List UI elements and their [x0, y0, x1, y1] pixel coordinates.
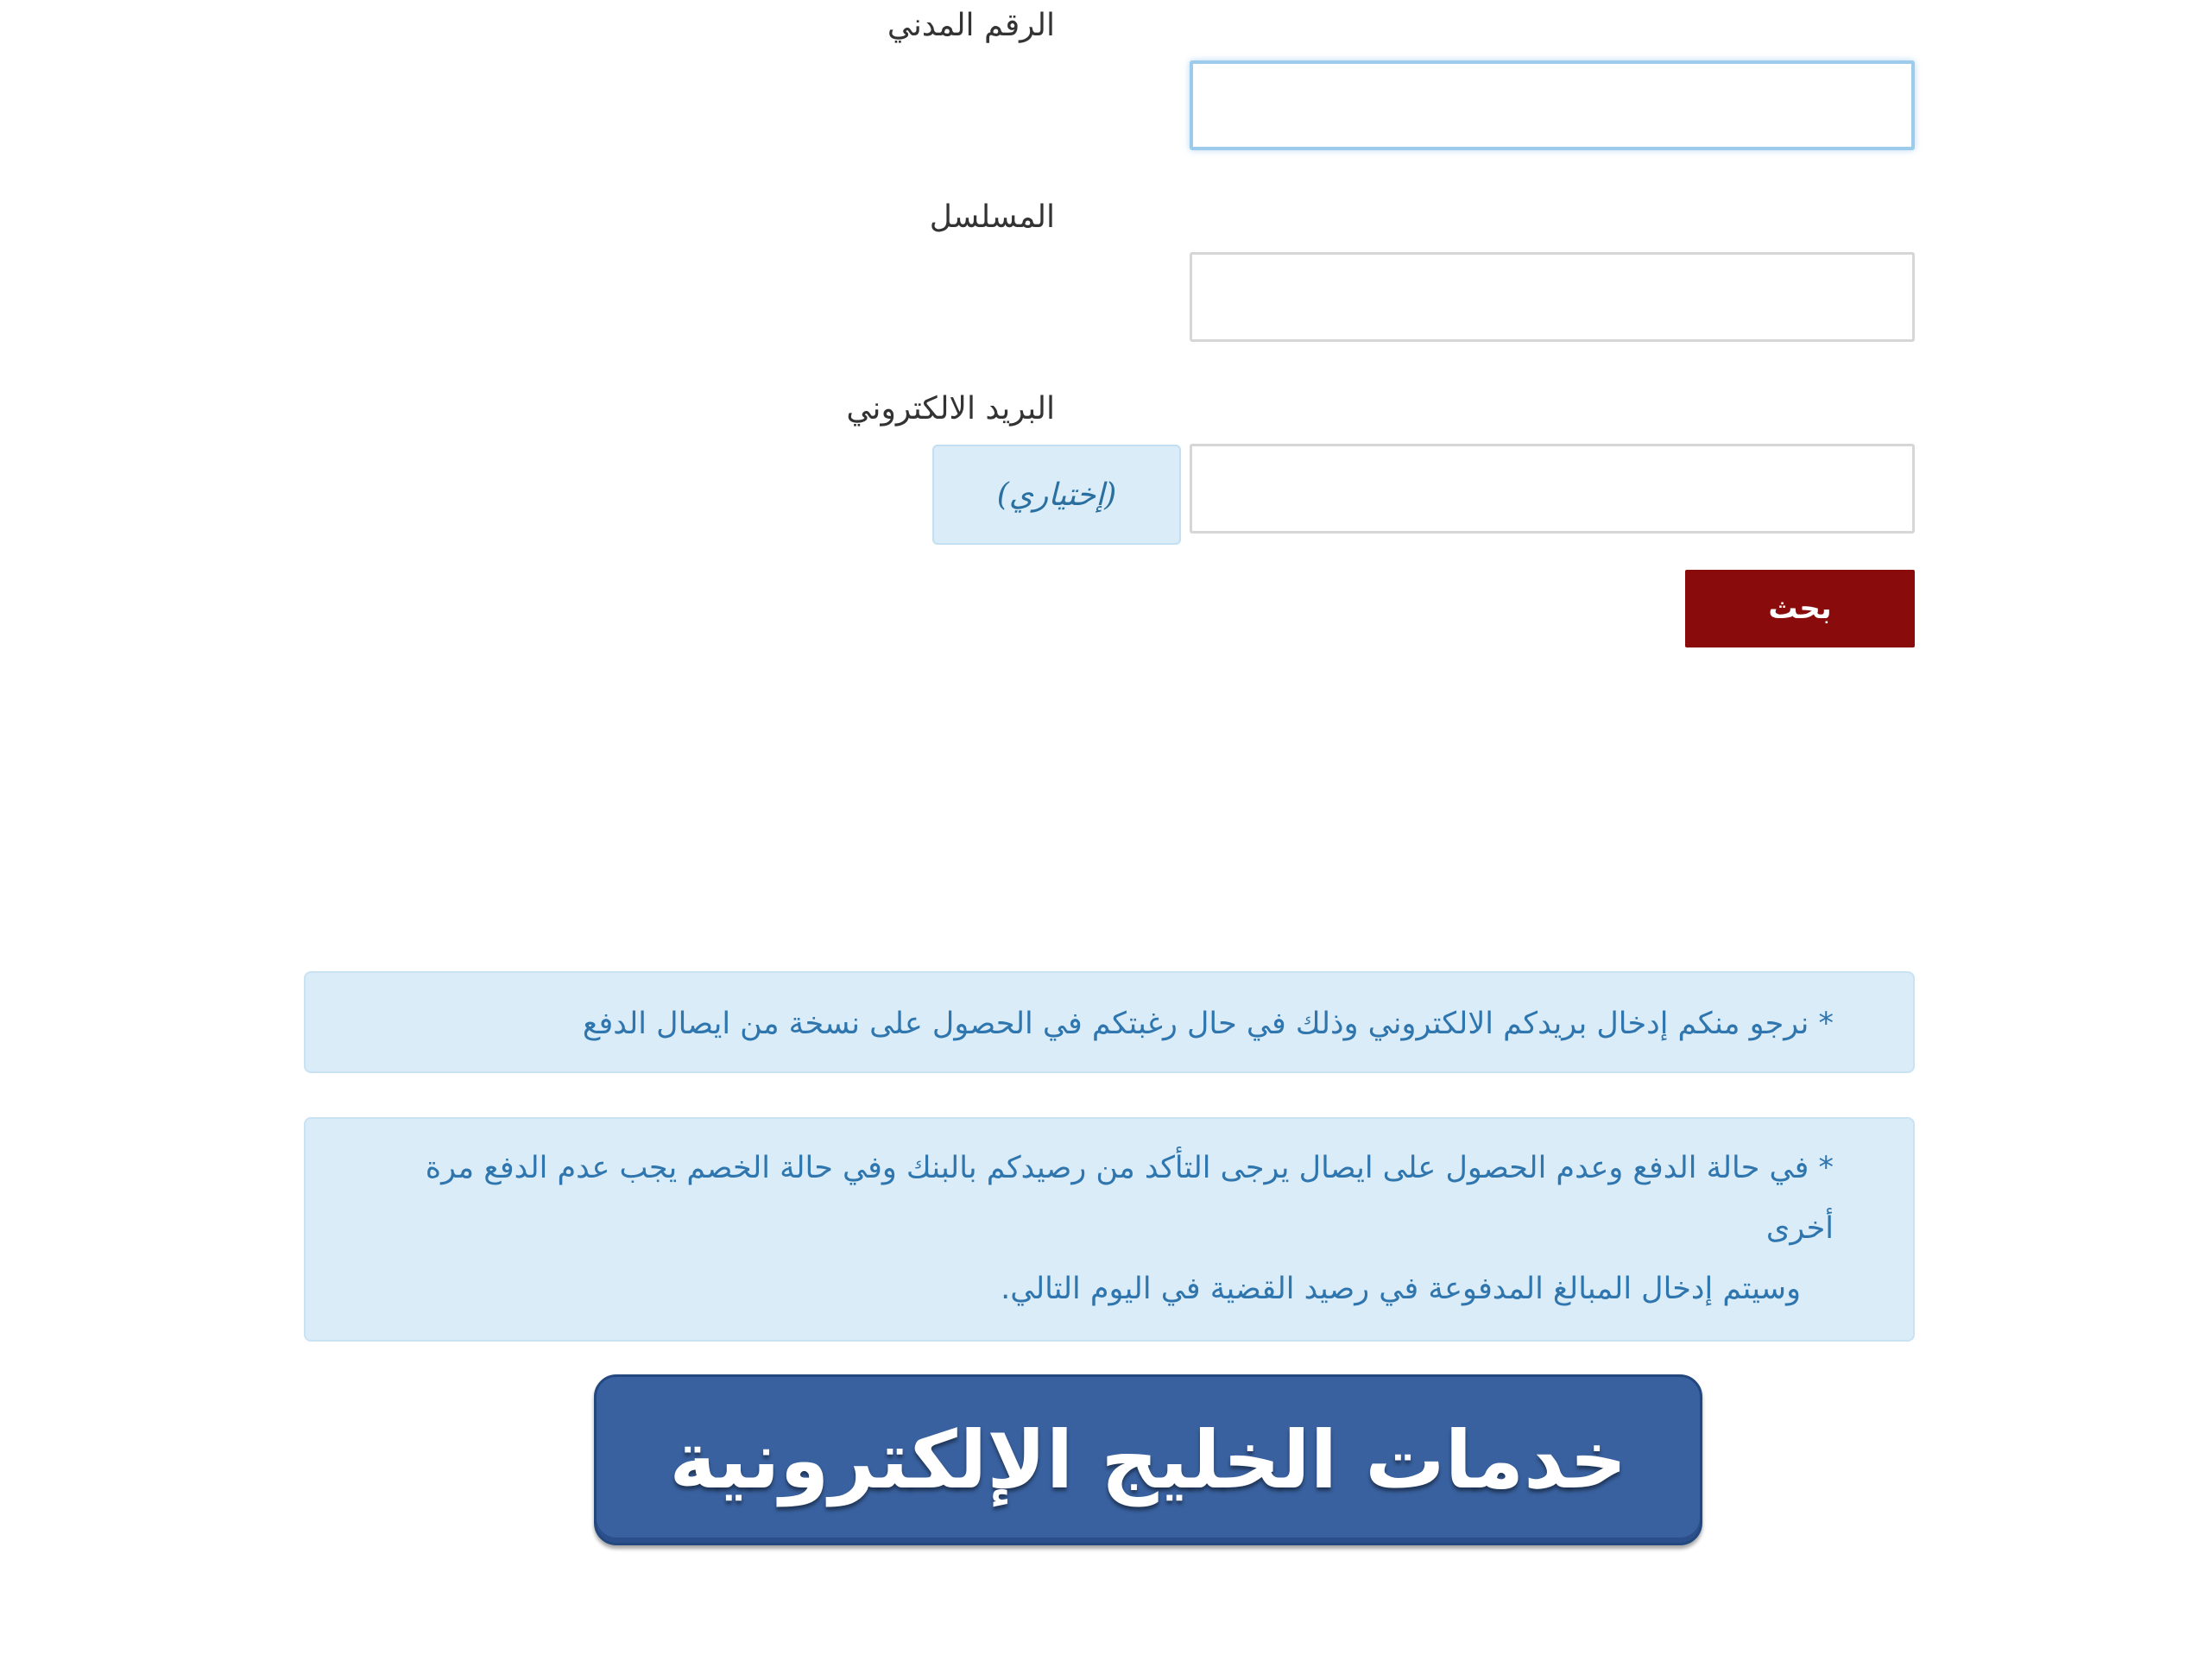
email-notice: [304, 971, 1915, 1073]
gulf-eservices-banner: [594, 1374, 1702, 1545]
civil-id-input[interactable]: [1190, 60, 1915, 150]
search-button[interactable]: بحث: [1685, 570, 1915, 647]
civil-id-label: الرقم المدني: [887, 8, 1055, 43]
email-input[interactable]: [1190, 444, 1915, 534]
payment-notice-followup: وسيتم إدخال المبالغ المدفوعة في رصيد القضية في اليوم التالي.: [1001, 1272, 1801, 1306]
serial-input[interactable]: [1190, 252, 1915, 342]
payment-notice-text: * في حالة الدفع وعدم الحصول على ايصال يرجى التأكد من رصيدكم بالبنك وفي حالة الخصم يجب عدم الدفع مرة أخرى: [425, 1151, 1834, 1246]
banner-text: خدمات الخليج الإلكترونية: [669, 1413, 1627, 1506]
serial-label: المسلسل: [929, 199, 1055, 235]
optional-addon: (إختياري): [932, 445, 1181, 545]
email-label: البريد الالكتروني: [846, 391, 1055, 426]
payment-notice: [304, 1117, 1915, 1342]
email-notice-text: * نرجو منكم إدخال بريدكم الالكتروني وذلك في حال رغبتكم في الحصول على نسخة من ايصال الدفع: [582, 1007, 1834, 1041]
